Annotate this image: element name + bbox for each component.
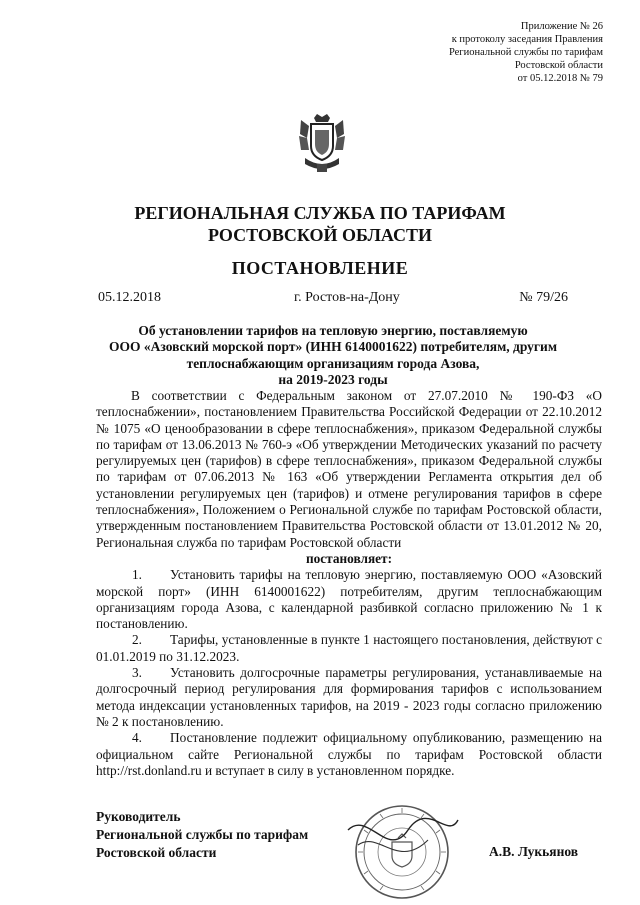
position-line: Региональной службы по тарифам [96,827,309,842]
appendix-line: к протоколу заседания Правления [451,34,603,45]
coat-of-arms-icon [297,112,347,176]
decree-item [96,730,602,779]
agency-name-line: РЕГИОНАЛЬНАЯ СЛУЖБА ПО ТАРИФАМ [134,203,506,223]
agency-name-line: РОСТОВСКОЙ ОБЛАСТИ [208,225,432,245]
item-text: Тарифы, установленные в пункте 1 настоящего постановления, действуют с 01.01.2019 по 31.12.2023. [96,632,602,664]
appendix-note [373,20,603,85]
item-number: 2. [132,632,142,648]
official-seal-icon [338,800,466,900]
decree-item [96,567,602,632]
position-line: Ростовской области [96,845,217,860]
document-city: г. Ростов-на-Дону [294,290,400,305]
appendix-line: Региональной службы по тарифам [448,47,603,58]
item-text: Установить долгосрочные параметры регулирования, устанавливаемые на долгосрочный период регулирования для формирования тарифов с использованием метода индексации установленных тарифов, на 2019 - 2023 годы согласно приложению № 2 к постановлению. [96,665,602,729]
item-number: 3. [132,665,142,681]
agency-name [0,202,640,246]
appendix-line: от 05.12.2018 № 79 [517,73,603,84]
signatory-name: А.В. Лукьянов [489,844,579,859]
decree-item [96,665,602,730]
document-body [96,388,602,779]
document-number: № 79/26 [519,290,568,305]
decree-word: постановляет: [305,550,393,566]
document-type: ПОСТАНОВЛЕНИЕ [231,258,409,278]
title-line: ООО «Азовский морской порт» (ИНН 6140001622) потребителям, другим [108,339,558,355]
document-date: 05.12.2018 [98,290,161,305]
title-line: теплоснабжающим организациям города Азова, [186,355,480,371]
item-text: Постановление подлежит официальному опубликованию, размещению на официальном сайте Региональной службы по тарифам Ростовской области http://rst.donland.ru и вступает в силу в установленном порядке. [96,730,602,778]
preamble-paragraph: В соответствии с Федеральным законом от 27.07.2010 № 190-ФЗ «О теплоснабжении», постановлением Правительства Российской Федерации от 22.10.2012 № 1075 «О ценообразовании в сфере теплоснабжения», приказом Федеральной службы по тарифам от 13.06.2013 № 760-э «Об утверждении Методических указаний по расчету регулируемых цен (тарифов) в сфере теплоснабжения», приказом Федеральной службы по тарифам от 07.06.2013 № 163 «Об утверждении Регламента открытия дел об установлении регулируемых цен (тарифов) и отмене регулирования тарифов в сфере теплоснабжения», Положением о Региональной службе по тарифам Ростовской области, утвержденным постановлением Правительства Ростовской области от 13.01.2012 № 20, Региональная служба по тарифам Ростовской области [96,388,602,550]
position-line: Руководитель [96,809,181,824]
document-title [98,323,568,389]
item-number: 4. [132,730,142,746]
document-meta [98,290,568,310]
item-text: Установить тарифы на тепловую энергию, поставляемую ООО «Азовский морской порт» (ИНН 6140001622) потребителям, другим теплоснабжающим организациям города Азова, с календарной разбивкой согласно приложению № 1 к постановлению. [96,567,602,632]
decree-item [96,632,602,665]
appendix-line: Приложение № 26 [520,21,603,32]
title-line: Об установлении тарифов на тепловую энергию, поставляемую [138,323,528,338]
item-number: 1. [132,567,142,583]
title-line: на 2019-2023 годы [278,372,388,388]
appendix-line: Ростовской области [514,60,603,71]
